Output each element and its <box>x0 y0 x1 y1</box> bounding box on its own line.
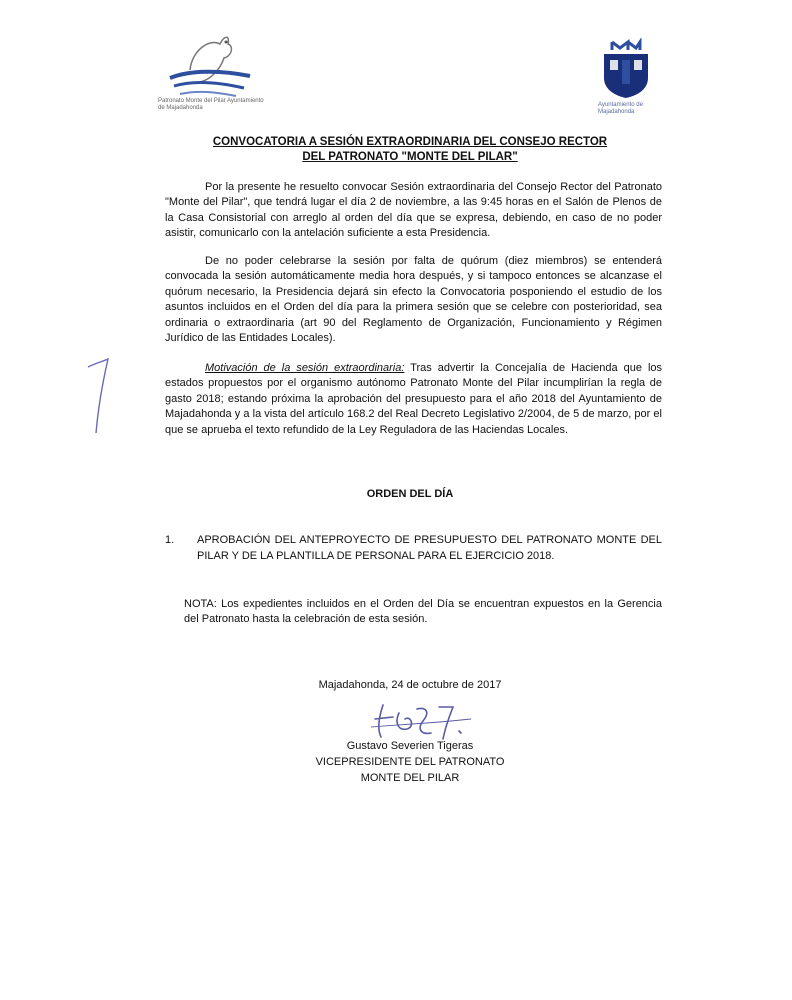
paragraph-motivation <box>165 361 662 438</box>
ayuntamiento-logo-caption: Ayuntamiento de Majadahonda <box>598 102 643 115</box>
agenda-item <box>165 532 662 564</box>
patronato-logo-caption: Patronato Monte del Pilar Ayuntamiento de Majadahonda <box>158 98 264 111</box>
paragraph-convocation-text: Por la presente he resuelto convocar Sesión extraordinaria del Consejo Rector del Patronato "Monte del Pilar", que tendrá lugar el día 2 de noviembre, a las 9:45 horas en el Salón de Plenos de la Casa Consistorial con arreglo al orden del día que se expresa, debiendo, en caso de no poder asistir, comunicarlo con la antelación suficiente a esta Presidencia. <box>165 181 662 240</box>
order-of-day-heading: ORDEN DEL DÍA <box>366 488 454 500</box>
note: NOTA: Los expedientes incluidos en el Orden del Día se encuentran expuestos en la Gerencia del Patronato hasta la celebración de esta sesión. <box>184 598 662 626</box>
agenda-item-text: APROBACIÓN DEL ANTEPROYECTO DE PRESUPUESTO DEL PATRONATO MONTE DEL PILAR Y DE LA PLANTILLA DE PERSONAL PARA EL EJERCICIO 2018. <box>197 534 662 562</box>
signer-role: VICEPRESIDENTE DEL PATRONATO <box>315 756 505 768</box>
signer-name: Gustavo Severien Tigeras <box>346 740 474 752</box>
motivation-text: Tras advertir la Concejalía de Hacienda que los estados propuestos por el organismo autónomo Patronato Monte del Pilar incumplirían la regla de gasto 2018; estando próxima la aprobación del presupuesto para el año 2018 del Ayuntamiento de Majadahonda y a la vista del artículo 168.2 del Real Decreto Legislativo 2/2004, de 5 de marzo, por el que se aprueba el texto refundido de la Ley Reguladora de las Haciendas Locales. <box>165 362 663 436</box>
paragraph-quorum <box>165 254 662 346</box>
ayuntamiento-crest <box>596 38 656 100</box>
motivation-label: Motivación de la sesión extraordinaria: <box>205 362 405 374</box>
paragraph-quorum-text: De no poder celebrarse la sesión por falta de quórum (diez miembros) se entenderá convocada la sesión automáticamente media hora después, y si tampoco entonces se alcanzase el quórum necesario, la Presidencia dejará sin efecto la Convocatoria posponiendo el estudio de los asuntos incluidos en el Orden del día para la primera sesión que se celebre con posterioridad, sea ordinaria o extraordinaria (art 90 del Reglamento de Organización, Funcionamiento y Régimen Jurídico de las Entidades Locales). <box>165 255 662 345</box>
document-title: CONVOCATORIA A SESIÓN EXTRAORDINARIA DEL CONSEJO RECTOR DEL PATRONATO "MONTE DEL PILAR" <box>212 136 608 163</box>
signer-organization: MONTE DEL PILAR <box>360 772 460 784</box>
paragraph-convocation <box>165 180 662 242</box>
agenda-item-number: 1. <box>165 534 175 546</box>
date-place: Majadahonda, 24 de octubre de 2017 <box>318 679 502 691</box>
signature-block <box>300 738 520 786</box>
margin-handwritten-mark <box>82 355 112 435</box>
